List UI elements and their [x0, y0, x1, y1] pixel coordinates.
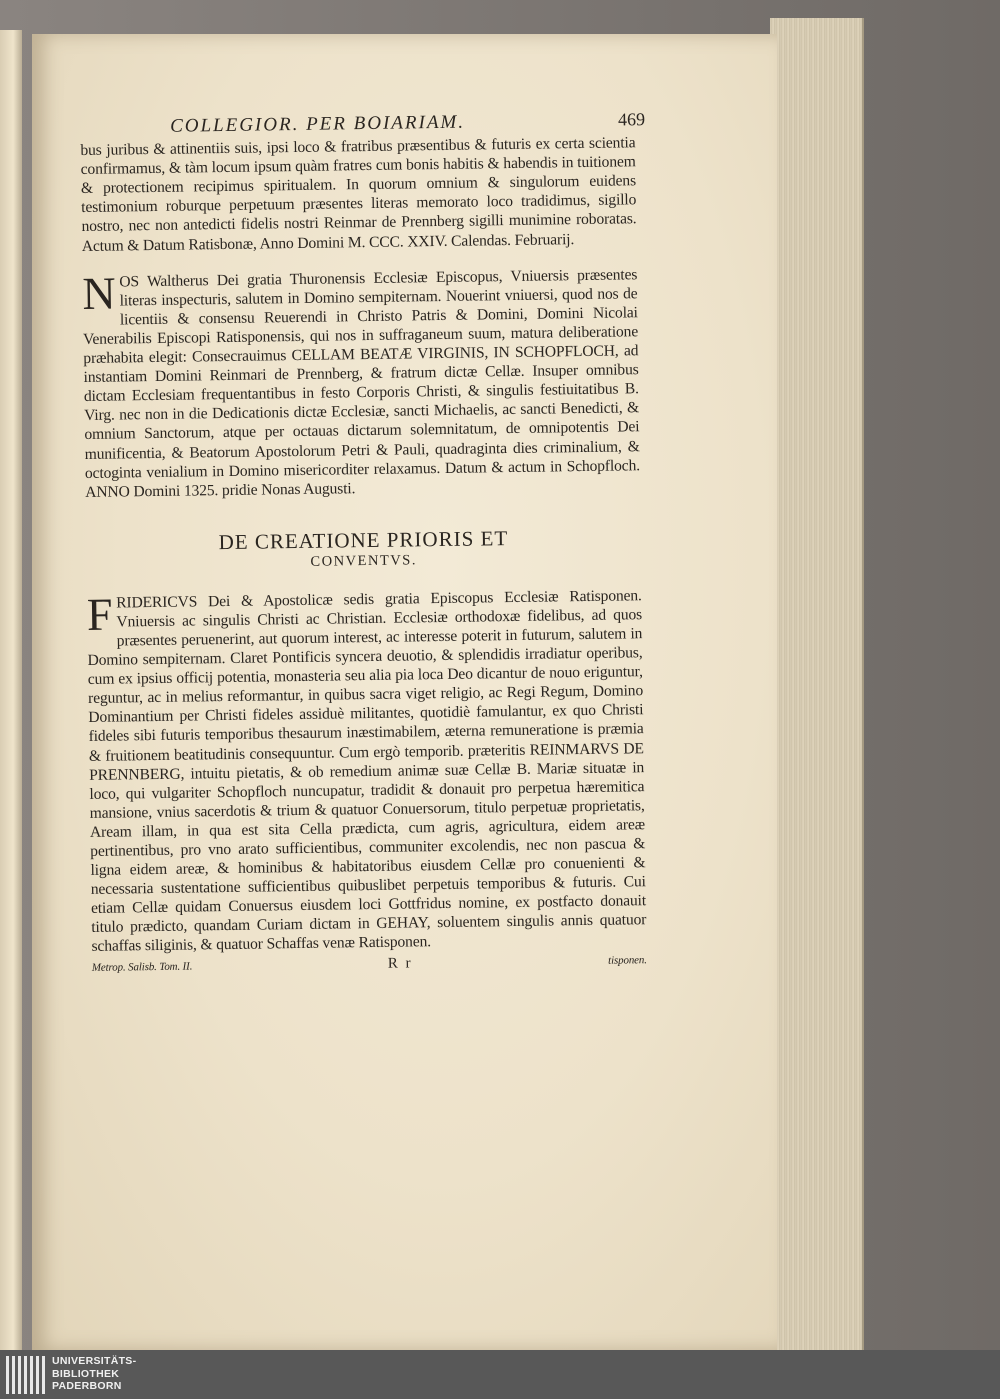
catchword: tisponen. — [608, 953, 647, 967]
paragraph-consecration-text: OS Waltherus Dei gratia Thuronensis Ecclesiæ Episcopus, Vniuersis præsentes literas inspecturis, salutem in Domino sempiternam. Nouerint vniuersi, quod nos de licentiis & consensu Reuerendi in Christo Patris & Domini, Domini Nicolai Venerabilis Episcopi Ratisponensis, qui nos in suffraganeum suum, matura deliberatione præhabita elegit: Consecrauimus CELLAM BEATÆ VIRGINIS, IN SCHOPFLOCH, ad instantiam Domini Reinmari de Prennberg, & fratrum dictæ Cellæ. Insuper omnibus dictam Ecclesiam frequentantibus in festo Corporis Christi, & singulis festiuitatibus B. Virg. nec non in die Dedicationis dictæ Ecclesiæ, sancti Michaelis, ac sancti Benedicti, & omnium Sanctorum, atque per octauas dictarum solemnitatum, de omnipotentis Dei munificentia, & Beatorum Apostolorum Petri & Pauli, quadraginta dies criminalium, & octoginta venialium in Domino misericorditer relaxamus. Datum & actum in Schopfloch. ANNO Domini 1325. pridie Nonas Augusti. — [82, 265, 641, 501]
library-logo-text — [52, 1355, 136, 1393]
logo-line-3: PADERBORN — [52, 1380, 122, 1392]
running-title: COLLEGIOR. PER BOIARIAM. — [169, 111, 466, 137]
library-logo-icon — [6, 1356, 46, 1394]
drop-cap-f: F — [86, 588, 113, 640]
running-head — [169, 109, 646, 137]
logo-line-2: BIBLIOTHEK — [52, 1367, 120, 1380]
paragraph-confirmation: bus juribus & attinentiis suis, ipsi loco & fratribus præsentibus & futuris ex certa scientia confirmamus, & tàm locum ipsum quàm fratres cum bonis habitis & habendis in tuitionem & protectionem recipimus spiritualem. In quorum omnium & singulorum euidens testimonium roburque perpetuum præsentes literas memorato loco tradidimus, sigillo nostro, nec non antedicti fidelis nostri Reinmar de Prennberg sigilli munimine roboratas. Actum & Datum Ratisbonæ, Anno Domini M. CCC. XXIV. Calendas. Februarij. — [80, 134, 637, 255]
paragraph-friedericus — [87, 586, 647, 956]
page-number: 469 — [617, 109, 646, 130]
section-subheading: CONVENTVS. — [310, 552, 418, 570]
logo-line-1: UNIVERSITÄTS- — [52, 1355, 137, 1367]
footer-volume: Metrop. Salisb. Tom. II. — [91, 960, 193, 974]
page-stack-edge — [770, 18, 864, 1350]
paragraph-friedericus-text: RIDERICVS Dei & Apostolicæ sedis gratia Episcopus Ecclesiæ Ratisponen. Vniuersis ac singulis Christi ac Christian. Ecclesiæ orthodoxæ fidelibus, ad quos præsentes peruenerint, aut quorum interest, ac interesse poterit in futurum, salutem in Domino sempiternam. Claret Pontificis syncera deuotio, & splendidis irradiatur operibus, cum ex ipsius officij potentia, monasteria seu alia pia loca Deo dicantur de nouo eriguntur, reguntur, ac in melius reformantur, in quibus sacra viget religio, ac Regi Regum, Domino Dominantium per Christi fideles assiduè militantes, quotidiè famulantur, ex quo Christi fideles sibi futuris temporibus thesaurum inæstimabilem, æterna remuneratione is præmia & fruitionem beatitudinis consequuntur. Cum ergò temporib. præteritis REINMARVS DE PRENNBERG, intuitu pietatis, & ob remedium animæ suæ Cellæ B. Mariæ situatæ in loco, qui vulgariter Schopfloch nuncupatur, tradidit & donauit pro perpetua hæremitica mansione, vnius sacerdotis & trium & quatuor Conuersorum, titulo perpetuæ proprietatis, Aream illam, in qua est sita Cella prædicta, cum agris, agricultura, eidem areæ pertinentibus, pro vno arato sufficientibus, communiter excolendis, nec non pascua & ligna eidem areæ, & hominibus & habitatoribus eiusdem Cellæ pro conuenienti & necessaria sustentatione sufficientibus quibuslibet perpetuis temporibus & futuris. Cui etiam Cellæ quidam Conuersus eiusdem loci Gottfridus nomine, ex postfacto donauit titulo prædicto, quandam Curiam dictam in GEHAY, soluentem singulis annis quatuor schaffas siliginis, & quatuor Schaffas venæ Ratisponen. — [87, 586, 647, 956]
drop-cap-n: N — [82, 267, 116, 319]
paragraph-consecration — [82, 265, 640, 502]
library-bar — [0, 1350, 1000, 1399]
signature-mark: R r — [387, 955, 413, 972]
left-page-edge — [0, 30, 22, 1350]
section-heading: DE CREATIONE PRIORIS ET — [218, 525, 509, 554]
text-block — [80, 110, 647, 977]
